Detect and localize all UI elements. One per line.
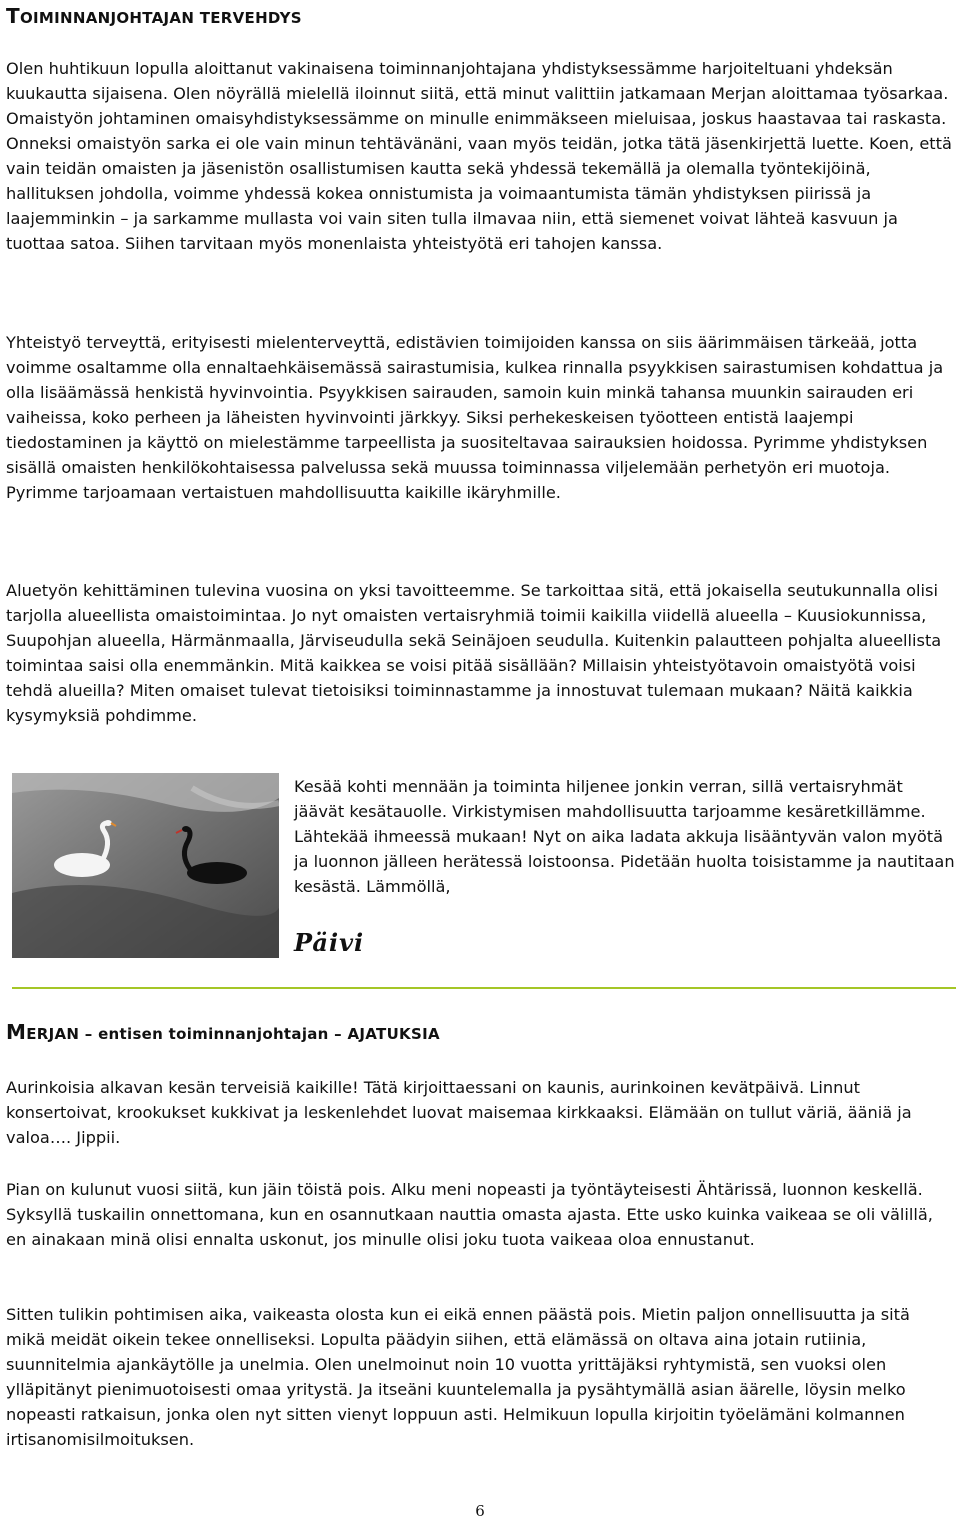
signature: Päivi	[294, 928, 365, 957]
paragraph-5: Aurinkoisia alkavan kesän terveisiä kaikille! Tätä kirjoittaessani on kaunis, aurinkoinen kevätpäivä. Linnut konsertoivat, krookukset kukkivat ja leskenlehdet luovat maisemaa kirkkaaksi. Elämään on tullut väriä, ääniä ja valoa…. Jippii.	[6, 1078, 912, 1147]
paragraph-7: Sitten tulikin pohtimisen aika, vaikeasta olosta kun ei eikä ennen päästä pois. Mietin paljon onnellisuutta ja sitä mikä meidät oikein tekee onnelliseksi. Lopulta päädyin siihen, että elämässä on oltava aina jotain rutiinia, suunnitelmia ajankäytölle ja unelmia. Olen unelmoinut noin 10 vuotta yrittäjäksi ryhtymistä, sen vuoksi olen ylläpitänyt pienimuotoisesti omaa yritystä. Ja itseäni kuuntelemalla ja pysähtymällä asian äärelle, löysin melko nopeasti ratkaisun, jonka olen nyt sitten vienyt loppuun asti. Helmikuun lopulla kirjoitin työelämäni kolmannen irtisanomisilmoituksen.	[6, 1305, 910, 1449]
section-divider	[12, 987, 956, 989]
paragraph-1: Olen huhtikuun lopulla aloittanut vakinaisena toiminnanjohtajana yhdistyksessämme harjoiteltuani yhdeksän kuukautta sijaisena. Olen nöyrällä mielellä iloinnut siitä, että minut valittiin jatkamaan Merjan aloittamaa työsarkaa. Omaistyön johtaminen omaisyhdistyksessämme on minulle enimmäkseen mieluisaa, joskus haastavaa tai raskasta. Onneksi omaistyön sarka ei ole vain minun tehtävänäni, vaan myös teidän, jotka tätä jäsenkirjettä luette. Koen, että vain teidän omaisten ja jäsenistön osallistumisen kautta sekä yhdessä tekemällä ja olemalla työntekijöinä, hallituksen johdolla, voimme yhdessä kokea onnistumista ja voimaantumista tämän yhdistyksen piirissä ja laajemminkin – ja sarkamme mullasta voi vain siten tulla ilmavaa niin, että siemenet voivat lähteä kasvuun ja tuottaa satoa. Siihen tarvitaan myös monenlaista yhteistyötä eri tahojen kanssa.	[6, 59, 952, 253]
paragraph-3: Aluetyön kehittäminen tulevina vuosina on yksi tavoitteemme. Se tarkoittaa sitä, että jokaisella seutukunnalla olisi tarjolla alueellista omaistoimintaa. Jo nyt omaisten vertaisryhmiä toimii kaikilla viidellä alueella – Kuusiokunnissa, Suupohjan alueella, Härmänmaalla, Järviseudulla sekä Seinäjoen seudulla. Kuitenkin palautteen pohjalta alueellista toimintaa saisi olla enemmänkin. Mitä kaikkea se voisi pitää sisällään? Millaisin yhteistyötavoin omaistyötä voisi tehdä alueilla? Miten omaiset tulevat tietoisiksi toiminnastamme ja innostuvat tulemaan mukaan? Näitä kaikkia kysymyksiä pohdimme.	[6, 581, 942, 725]
paragraph-6: Pian on kulunut vuosi siitä, kun jäin töistä pois. Alku meni nopeasti ja työntäyteisesti Ähtärissä, luonnon keskellä. Syksyllä tuskailin onnettomana, kun en osannutkaan nauttia omasta ajasta. Ette usko kuinka vaikeaa se oli välillä, en ainakaan minä olisi ennalta uskonut, jos minulle olisi joku tuota vaikeaa oloa ennustanut.	[6, 1180, 933, 1249]
section-heading-merja: MERJAN – entisen toiminnanjohtajan – AJATUKSIA	[6, 1020, 440, 1044]
section-heading-greeting: TOIMINNANJOHTAJAN TERVEHDYS	[6, 4, 302, 28]
paragraph-4: Kesää kohti mennään ja toiminta hiljenee jonkin verran, sillä vertaisryhmät jäävät kesätauolle. Virkistymisen mahdollisuutta tarjoamme kesäretkillämme. Lähtekää ihmeessä mukaan! Nyt on aika ladata akkuja lisääntyvän valon myötä ja luonnon jälleen herätessä loistoonsa. Pidetään huolta toisistamme ja nautitaan kesästä. Lämmöllä,	[294, 777, 955, 896]
page-number: 6	[475, 1502, 485, 1520]
paragraph-2: Yhteistyö terveyttä, erityisesti mielenterveyttä, edistävien toimijoiden kanssa on siis äärimmäisen tärkeää, jotta voimme osaltamme olla ennaltaehkäisemässä sairastumisia, kulkea rinnalla psyykkisen sairastumisen kohdattua ja olla lisäämässä henkistä hyvinvointia. Psyykkisen sairauden, samoin kuin minkä tahansa muunkin sairauden eri vaiheissa, koko perheen ja läheisten hyvinvointi järkkyy. Siksi perhekeskeisen työotteen entistä laajempi tiedostaminen ja käyttö on mielestämme tarpeellista ja suositeltavaa sairauksien hoidossa. Pyrimme yhdistyksen sisällä omaisten henkilökohtaisessa palvelussa sekä muussa toiminnassa viljelemään perhetyön eri muotoja. Pyrimme tarjoamaan vertaistuen mahdollisuutta kaikille ikäryhmille.	[6, 333, 944, 502]
swans-photo	[12, 773, 279, 958]
